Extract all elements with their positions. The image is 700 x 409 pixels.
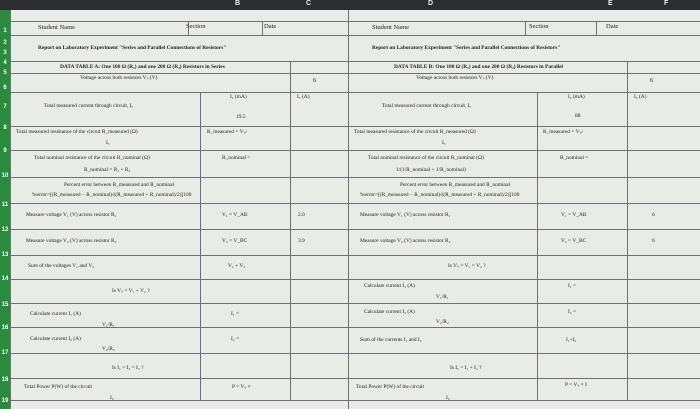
row-number[interactable]: 14 — [1, 276, 9, 282]
student-name-label-b: Student Name — [372, 24, 410, 31]
i1-sub-a: V₁/R₁ — [102, 322, 115, 328]
v1-value-a[interactable]: 2.0 — [298, 212, 305, 218]
row-number[interactable]: 2 — [3, 40, 7, 46]
row-number[interactable]: 6 — [3, 85, 7, 91]
table-title-a: DATA TABLE A: One 100 Ω (R₁) and one 200 Ω (R₂) Resistors in Series — [60, 64, 225, 70]
column-header-c[interactable]: C — [306, 0, 312, 7]
v2-formula-a: V₂ = V_BC — [222, 238, 248, 244]
row-number[interactable]: 17 — [1, 350, 9, 356]
column-header-b[interactable]: B — [235, 0, 241, 7]
i2-sub-a: V₂/R₂ — [102, 346, 115, 352]
student-name-label: Student Name — [38, 24, 76, 31]
power-label-b: Total Power P(W) of the circuit — [356, 384, 425, 390]
percent-error-label-b: Percent error between R_measured and R_nominal — [400, 182, 511, 188]
percent-error-label-a: Percent error between R_measured and R_nominal — [64, 182, 175, 188]
report-title-a: Report on Laboratory Experiment "Series and Parallel Connections of Resistors" — [38, 45, 227, 51]
i2-sub-b: V₂/R₂ — [436, 319, 449, 325]
current-label-a: Total measured current through circuit, I꜀ — [44, 103, 134, 109]
i1-label-a: Calculate current I₁ (A) — [30, 311, 81, 317]
percent-error-formula-a: %error=[(R_measured − R_nominal)/((R_measured + R_nominal)/2)]100 — [32, 192, 192, 198]
row-number[interactable]: 3 — [3, 50, 7, 56]
i1-formula-b: I₁ = — [568, 283, 577, 289]
row-number[interactable]: 13 — [1, 252, 9, 258]
measured-resistance-ic-a: I꜀ — [106, 140, 110, 146]
current-ma-header-b: I꜀ (mA) — [568, 94, 585, 100]
row-number[interactable]: 9 — [3, 148, 7, 154]
voltage-value-b[interactable]: 6 — [650, 77, 654, 84]
voltage-label-b: Voltage across both resistors Vₛ (V) — [416, 75, 494, 81]
i1-sub-b: V₁/R₁ — [436, 294, 449, 300]
row-number[interactable]: 12 — [1, 227, 9, 233]
row-number[interactable]: 8 — [3, 125, 7, 131]
row-number[interactable]: 15 — [1, 302, 9, 308]
v1-label-b: Measure voltage V₁ (V) across resistor R₁ — [360, 212, 451, 218]
v1-formula-a: V₁ = V_AB — [222, 212, 248, 218]
voltage-label-a: Voltage across both resistors Vₛ (V) — [80, 75, 158, 81]
nominal-resistance-label-a: Total nominal resistance of the circuit R_nominal (Ω) — [34, 155, 150, 161]
i2-label-a: Calculate current I₂ (A) — [30, 336, 81, 342]
current-a-header-b: I꜀ (A) — [634, 94, 647, 100]
row-number[interactable]: 7 — [3, 104, 7, 110]
current-question-a: Is I₁ = I₂ = I₃ ? — [112, 365, 144, 371]
current-value-a[interactable]: 19.5 — [236, 114, 246, 120]
row-number[interactable]: 19 — [1, 398, 9, 404]
row-number[interactable]: 16 — [1, 325, 9, 331]
i2-formula-b: I₂ = — [568, 309, 577, 315]
row-number[interactable]: 10 — [1, 173, 9, 179]
row-number[interactable]: 5 — [3, 70, 7, 76]
nominal-resistance-formula-b: R_nominal = — [560, 155, 589, 161]
column-header-e[interactable]: E — [608, 0, 613, 7]
column-header-f[interactable]: F — [664, 0, 669, 7]
power-formula-b: P = Vₛ × I — [565, 382, 587, 388]
nominal-resistance-sub-a: R_nominal = R₁ + R₂ — [84, 167, 131, 173]
nominal-resistance-formula-a: R_nominal = — [222, 155, 251, 161]
current-a-header-a: I꜀ (A) — [297, 94, 310, 100]
v2-value-a[interactable]: 3.9 — [298, 238, 305, 244]
measured-resistance-label-b: Total measured resistance of the circuit R_measured (Ω) — [354, 129, 476, 135]
section-label-b: Section — [529, 23, 549, 30]
report-title-b: Report on Laboratory Experiment "Series and Parallel Connections of Resistors" — [372, 45, 561, 51]
sum-voltages-formula-a: V₁ + V₂ — [228, 263, 246, 269]
power-ic-b: I꜀ — [446, 395, 450, 401]
row-header-strip — [0, 10, 10, 409]
measured-resistance-formula-a: R_measured = Vₛ/ — [207, 129, 247, 135]
v1-value-b[interactable]: 6 — [652, 212, 655, 218]
measured-resistance-formula-b: R_measured = Vₛ/ — [543, 129, 583, 135]
current-label-b: Total measured current through circuit, I꜀ — [382, 103, 472, 109]
measured-resistance-ic-b: I꜀ — [442, 140, 446, 146]
v2-formula-b: V₂ = V_BC — [561, 238, 587, 244]
v2-label-b: Measure voltage V₂ (V) across resistor R₂ — [360, 238, 451, 244]
sum-currents-label-b: Sum of the currents I₁ and I₂ — [360, 337, 422, 343]
voltage-question-a: Is Vₛ = V₁ + V₂ ? — [112, 288, 150, 294]
row-number[interactable]: 1 — [3, 28, 7, 34]
percent-error-formula-b: %error=[(R_measured − R_nominal)/((R_measured + R_nominal)/2)]100 — [360, 192, 520, 198]
row-number[interactable]: 18 — [1, 377, 9, 383]
i2-label-b: Calculate current I₂ (A) — [364, 309, 415, 315]
power-formula-a: P = Vₛ × — [232, 384, 251, 390]
current-ma-header-a: I꜀ (mA) — [230, 94, 247, 100]
nominal-resistance-sub-b: 1/(1/R_nominal + 1/R_nominal) — [396, 167, 466, 173]
v2-label-a: Measure voltage V₂ (V) across resistor R₂ — [26, 238, 117, 244]
row-number[interactable]: 11 — [1, 202, 9, 208]
power-ic-a: I꜀ — [110, 395, 114, 401]
section-label: Section — [186, 23, 206, 30]
date-label: Date — [264, 23, 277, 30]
column-header-d[interactable]: D — [428, 0, 434, 7]
table-title-b: DATA TABLE B: One 100 Ω (R₁) and one 200 Ω (R₂) Resistors in Parallel — [394, 64, 563, 70]
v1-label-a: Measure voltage V₁ (V) across resistor R₁ — [26, 212, 117, 218]
i2-formula-a: I₂ = — [231, 336, 240, 342]
nominal-resistance-label-b: Total nominal resistance of the circuit R_nominal (Ω) — [368, 155, 484, 161]
column-header-bar — [0, 0, 700, 10]
sum-voltages-label-a: Sum of the voltages V₁ and V₂ — [28, 263, 95, 269]
row-number[interactable]: 4 — [3, 60, 7, 66]
v2-value-b[interactable]: 6 — [652, 238, 655, 244]
power-label-a: Total Power P(W) of the circuit — [24, 384, 93, 390]
current-question-b: Is I꜀ = I₁ + I₂ ? — [450, 365, 482, 371]
measured-resistance-label-a: Total measured resistance of the circuit R_measured (Ω) — [16, 129, 138, 135]
i1-label-b: Calculate current I₁ (A) — [364, 283, 415, 289]
current-value-b[interactable]: 88 — [575, 113, 581, 119]
voltage-value-a[interactable]: 6 — [313, 77, 317, 84]
sum-currents-formula-b: I₁+I₂ — [566, 337, 577, 343]
v1-formula-b: V₁ = V_AB — [561, 212, 587, 218]
i1-formula-a: I₁ = — [231, 311, 240, 317]
voltage-question-b: Is Vₛ = V₁ = V₂ ? — [448, 263, 486, 269]
date-label-b: Date — [606, 23, 619, 30]
